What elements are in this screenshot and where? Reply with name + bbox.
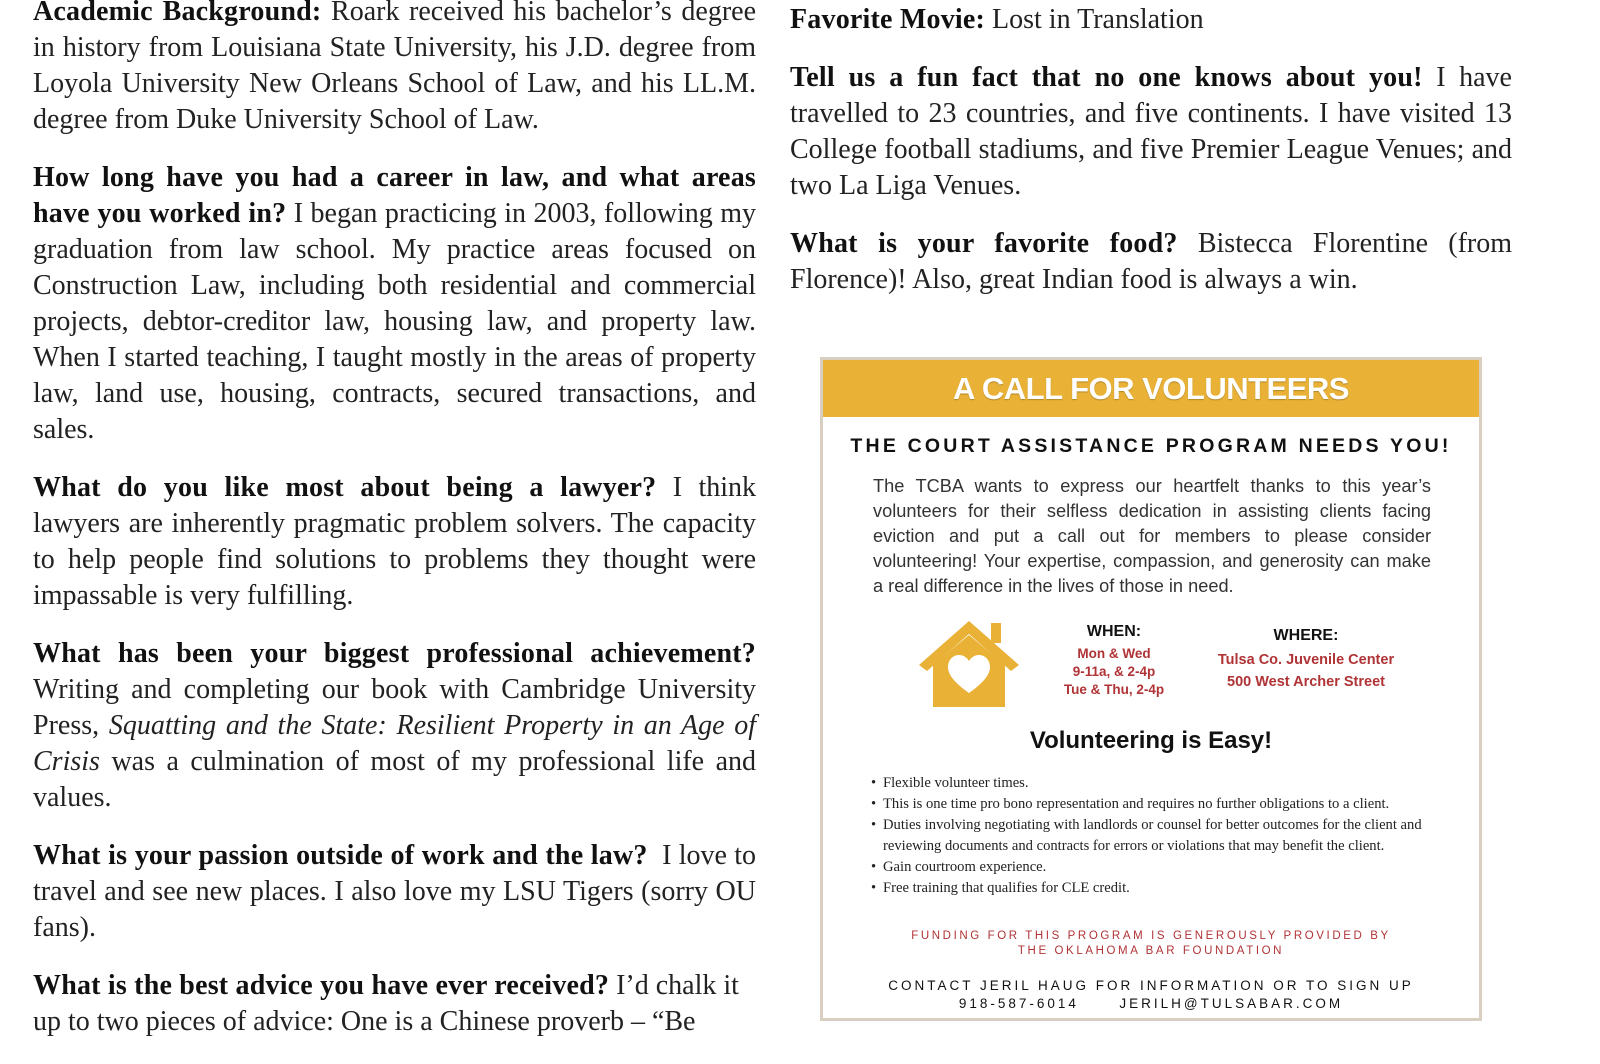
flyer-intro: The TCBA wants to express our heartfelt thanks to this year’s volunteers for their selfless dedication in assisting clients facing eviction and put a call out for members to please consider volunteering! Your expertise, compassion, and generosity can make a real difference in the lives of those in need. xyxy=(873,476,1431,596)
info-row xyxy=(823,613,1479,733)
where-label: WHERE: xyxy=(1273,627,1339,644)
list-item: • Free training that qualifies for CLE credit. xyxy=(871,878,1449,899)
contact-line: CONTACT JERIL HAUG FOR INFORMATION OR TO SIGN UP xyxy=(888,978,1414,993)
right-column xyxy=(790,0,1512,320)
answer-text: Bistecca Florentine (from Florence)! Also, great Indian food is always a win. xyxy=(790,228,1513,295)
question-label: What is your favorite food? xyxy=(790,228,1178,259)
qa-passion xyxy=(33,838,756,946)
question-label: How long have you had a career in law, and what areas have you worked in? xyxy=(33,162,756,229)
book-title: Squatting and the State: Resilient Property in an Age of Crisis xyxy=(33,710,757,777)
when-line: 9-11a, & 2-4p xyxy=(1072,664,1156,679)
funding-line: FUNDING FOR THIS PROGRAM IS GENEROUSLY PROVIDED BY xyxy=(911,930,1391,942)
qa-favorite-food xyxy=(790,226,1512,298)
answer-text: I have travelled to 23 countries, and five continents. I have visited 13 College football stadiums, and five Premier League Venues; and two La Liga Venues. xyxy=(790,62,1512,201)
contact-line: 918-587-6014 JERILH@TULSABAR.COM xyxy=(958,996,1344,1011)
qa-career xyxy=(33,160,756,448)
answer-text: I’d chalk it up to two pieces of advice: One is a Chinese proverb – “Be xyxy=(33,970,739,1037)
list-item: • Gain courtroom experience. xyxy=(871,857,1449,878)
funding-note xyxy=(823,929,1479,959)
when-block xyxy=(1053,623,1175,699)
answer-text: I love to travel and see new places. I also love my LSU Tigers (sorry OU fans). xyxy=(33,840,757,943)
when-line: Mon & Wed xyxy=(1077,646,1151,661)
question-label: Tell us a fun fact that no one knows about you! xyxy=(790,62,1423,93)
easy-heading: Volunteering is Easy! xyxy=(1029,727,1273,754)
list-item: • Duties involving negotiating with landlords or counsel for better outcomes for the client and reviewing documents and contracts for errors or violations that may benefit the client. xyxy=(871,815,1449,857)
answer-text: I began practicing in 2003, following my graduation from law school. My practice areas focused on Construction Law, including both residential and commercial projects, debtor-creditor law, housing law, and property law. When I started teaching, I taught mostly in the areas of property law, land use, housing, contracts, secured transactions, and sales. xyxy=(33,198,756,445)
list-item: • This is one time pro bono representation and requires no further obligations to a client. xyxy=(871,794,1449,815)
left-column xyxy=(33,0,756,1040)
when-line: Tue & Thu, 2-4p xyxy=(1063,682,1165,697)
when-label: WHEN: xyxy=(1086,623,1142,640)
qa-like-most xyxy=(33,470,756,614)
flyer-subtitle: THE COURT ASSISTANCE PROGRAM NEEDS YOU! xyxy=(850,435,1452,457)
answer-text: Roark received his bachelor’s degree in history from Louisiana State University, his J.D. degree from Loyola University New Orleans School of Law, and his LL.M. degree from Duke University School of Law. xyxy=(33,0,756,135)
where-line: 500 West Archer Street xyxy=(1227,674,1385,690)
qa-best-advice xyxy=(33,968,756,1040)
answer-text: Lost in Translation xyxy=(992,4,1204,35)
qa-fun-fact xyxy=(790,60,1512,204)
contact-info xyxy=(823,977,1479,1013)
where-line: Tulsa Co. Juvenile Center xyxy=(1217,652,1395,668)
qa-achievement xyxy=(33,636,756,816)
benefits-list xyxy=(871,773,1449,899)
where-block xyxy=(1211,627,1401,693)
answer-text: Writing and completing our book with Cambridge University Press, xyxy=(33,674,756,741)
funding-line: THE OKLAHOMA BAR FOUNDATION xyxy=(1017,945,1285,957)
answer-text: was a culmination of most of my professional life and values. xyxy=(33,746,757,813)
question-label: Academic Background: xyxy=(33,0,322,27)
flyer-header xyxy=(823,360,1479,417)
list-item: • Flexible volunteer times. xyxy=(871,773,1449,794)
volunteer-flyer xyxy=(820,357,1482,1021)
question-label: What has been your biggest professional achievement? xyxy=(33,638,756,669)
question-label: What is the best advice you have ever received? xyxy=(33,970,610,1001)
answer-text: I think lawyers are inherently pragmatic problem solvers. The capacity to help people find solutions to problems they thought were impassable is very fulfilling. xyxy=(33,472,757,611)
question-label: What do you like most about being a lawyer? xyxy=(33,472,657,503)
question-label: Favorite Movie: xyxy=(790,4,986,35)
qa-academic-background xyxy=(33,0,756,138)
house-heart-icon xyxy=(915,615,1023,711)
qa-favorite-movie xyxy=(790,2,1512,38)
question-label: What is your passion outside of work and the law? xyxy=(33,840,648,871)
flyer-title: A CALL FOR VOLUNTEERS xyxy=(953,370,1349,406)
